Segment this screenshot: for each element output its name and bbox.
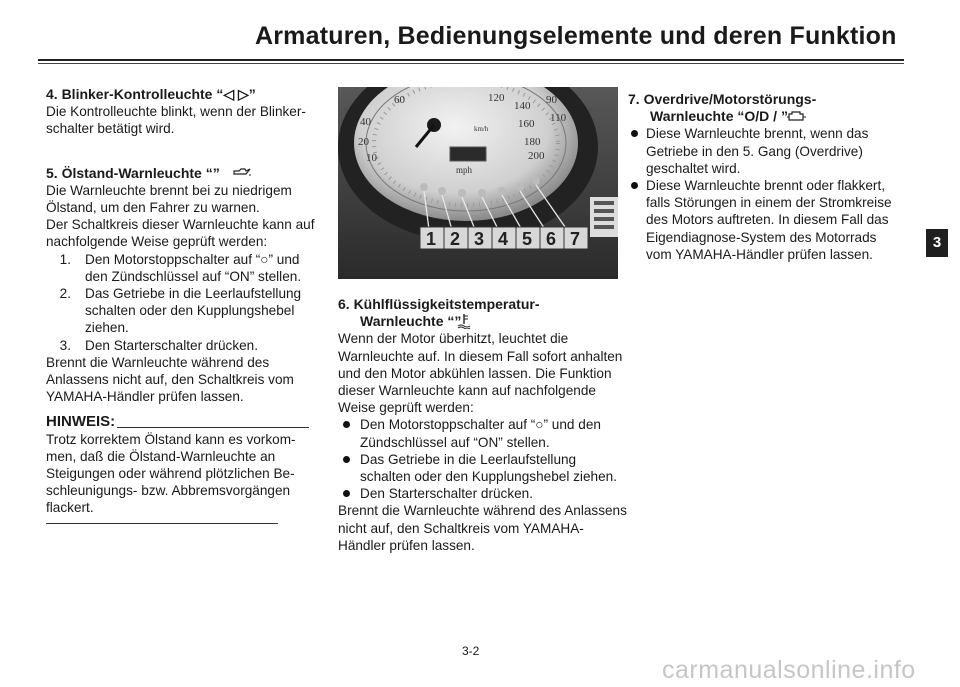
svg-text:160: 160 [518,118,535,130]
list-item: Den Starterschalter drücken. [338,485,628,502]
svg-text:90: 90 [546,94,557,106]
svg-text:60: 60 [394,94,405,106]
coolant-heading: 6. Kühlflüssigkeitstemperatur- [338,296,540,312]
engine-warning-icon [787,109,807,123]
list-item: 3. Den Starterschalter drücken. [59,337,259,353]
svg-text:20: 20 [358,136,369,148]
coolant-heading-line2: Warnleuchte “” [338,313,628,330]
left-column [46,86,321,524]
speedometer-illustration [338,87,618,279]
coolant-text-2: Brennt die Warnleuchte während des Anlassens nicht auf, den Schaltkreis vom YAMAHA-Händler prüfen lassen. [338,503,627,553]
svg-text:110: 110 [550,112,567,124]
list-item: Den Motorstoppschalter auf “○” und den Zündschlüssel auf “ON” stellen. [338,416,628,450]
note-heading: HINWEIS: [46,413,321,430]
list-item: 2. Das Getriebe in die Leerlaufstellung schalten oder den Kupplungshebel ziehen. [59,286,302,336]
svg-text:6: 6 [546,229,557,249]
list-item: 1. Den Motorstoppschalter auf “○” und den Zündschlüssel auf “ON” stellen. [59,251,302,284]
svg-text:km/h: km/h [474,125,489,133]
svg-text:4: 4 [498,229,509,249]
oil-check-steps [46,251,321,354]
svg-text:10: 10 [366,152,377,164]
svg-text:5: 5 [522,229,533,249]
overdrive-heading: 7. Overdrive/Motorstörungs- [628,91,817,107]
oil-level-heading [46,165,321,182]
turn-signal-text: Die Kontrolleuchte blinkt, wenn der Blinkerschalter betätigt wird. [46,104,306,137]
svg-text:1: 1 [426,229,437,249]
svg-text:mph: mph [456,165,473,175]
svg-text:180: 180 [524,136,541,148]
coolant-check-steps [338,416,628,502]
turn-signal-heading-text: 4. Blinker-Kontrolleuchte “◁ ▷” [46,86,256,102]
oil-level-text-2: Der Schaltkreis dieser Warnleuchte kann auf nachfolgende Weise geprüft werden: [46,217,315,250]
list-item: Das Getriebe in die Leerlaufstellung schalten oder den Kupplungshebel ziehen. [338,451,628,485]
title-rule-thin [38,63,904,64]
oil-level-text-3: Brennt die Warnleuchte während des Anlassens nicht auf, den Schaltkreis vom YAMAHA-Händler prüfen lassen. [46,354,294,405]
thermometer-icon [457,313,471,329]
middle-column [338,296,628,554]
overdrive-heading-line2: Warnleuchte “O/D / ” [628,108,900,125]
callout-labels [420,227,588,249]
oil-can-icon [232,167,252,179]
instrument-photo [338,87,618,279]
page-title: Armaturen, Bedienungselemente und deren Funktion [255,22,897,50]
svg-text:200: 200 [528,150,545,162]
svg-text:40: 40 [360,116,371,128]
svg-text:7: 7 [570,229,581,249]
list-item: Diese Warnleuchte brennt oder flakkert, falls Störungen in einem der Stromkreise des Motors auftreten. In diesem Fall das Eigendiagnose-System des Motorrads vom YAMAHA-Händler prüfen lassen. [628,177,900,263]
list-item: Diese Warnleuchte brennt, wenn das Getriebe in den 5. Gang (Overdrive) geschaltet wird. [628,125,900,177]
oil-level-text-1: Die Warnleuchte brennt bei zu niedrigem Ölstand, um den Fahrer zu warnen. [46,182,292,216]
svg-text:2: 2 [450,229,461,249]
turn-signal-heading [46,86,321,103]
svg-text:120: 120 [488,92,505,104]
svg-text:3: 3 [474,229,485,249]
watermark: carmanualsonline.info [662,656,916,684]
oil-level-heading-text: 5. Ölstand-Warnleuchte “” [46,164,220,181]
note-text: Trotz korrektem Ölstand kann es vorkommen, daß die Ölstand-Warnleuchte an Steigungen oder während plötzlichen Beschleunigungs- bzw. Abbremsvorgängen flackert. [46,431,296,516]
title-rule [38,59,904,61]
chapter-tab: 3 [926,229,948,257]
overdrive-list [628,125,900,263]
note-end-rule [46,523,278,524]
svg-text:140: 140 [514,100,531,112]
page-number: 3-2 [462,644,480,658]
right-column [628,91,900,263]
coolant-text-1: Wenn der Motor überhitzt, leuchtet die Warnleuchte auf. In diesem Fall sofort anhalten und den Motor abkühlen lassen. Die Funktion dieser Warnleuchte kann auf nachfolgende Weise geprüft werden: [338,331,623,416]
